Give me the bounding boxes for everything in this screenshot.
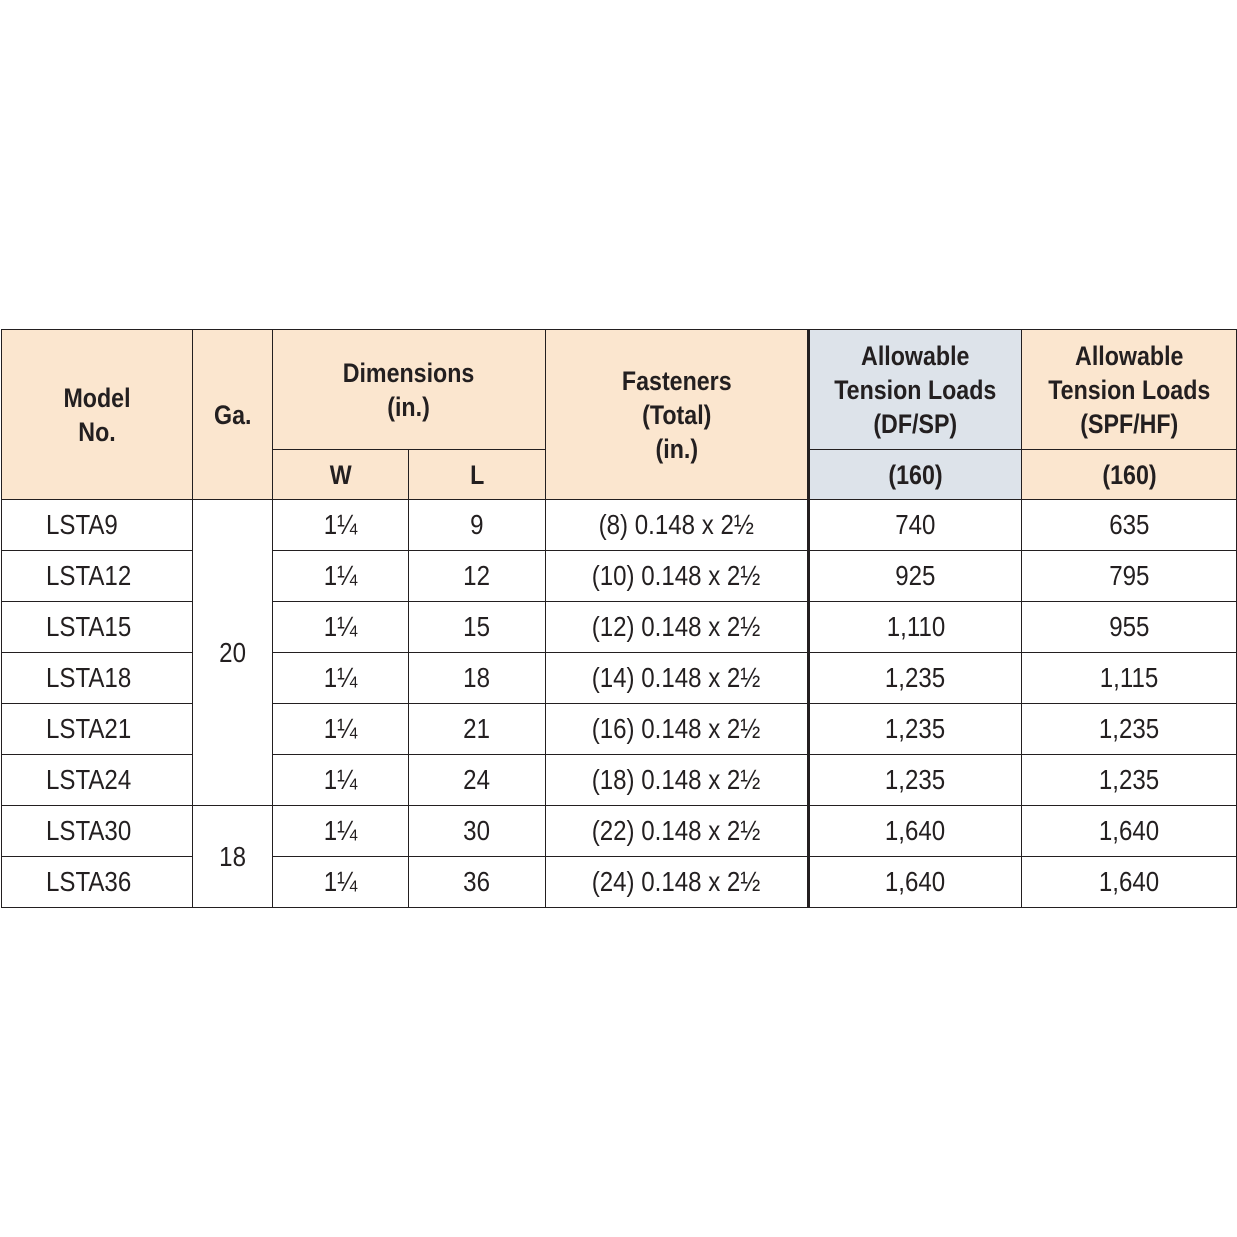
table-row — [2, 551, 1237, 602]
header-model-line1: Model — [63, 382, 131, 413]
table-row — [2, 806, 1237, 857]
cell-model: LSTA9 — [2, 500, 193, 551]
cell-fasteners: (12) 0.148 x 2½ — [546, 602, 809, 653]
header-load-spfhf-sub: (160) — [1022, 450, 1237, 500]
header-ga — [193, 330, 273, 500]
cell-load-spfhf: 955 — [1022, 602, 1237, 653]
cell-fasteners: (10) 0.148 x 2½ — [546, 551, 809, 602]
header-load-dfsp-line2: Tension Loads — [834, 374, 997, 405]
table-row — [2, 653, 1237, 704]
cell-model: LSTA15 — [2, 602, 193, 653]
cell-w: 1¼ — [273, 704, 409, 755]
cell-load-dfsp: 1,235 — [809, 704, 1022, 755]
header-ga-label: Ga. — [213, 399, 252, 430]
spec-table — [1, 329, 1237, 908]
header-model-line2: No. — [78, 416, 116, 447]
cell-l: 21 — [409, 704, 546, 755]
header-fasteners — [546, 330, 809, 500]
header-load-dfsp-line1: Allowable — [861, 340, 970, 371]
cell-fasteners: (8) 0.148 x 2½ — [546, 500, 809, 551]
cell-w: 1¼ — [273, 806, 409, 857]
cell-model: LSTA21 — [2, 704, 193, 755]
cell-load-spfhf: 1,640 — [1022, 806, 1237, 857]
table-row — [2, 500, 1237, 551]
cell-l: 15 — [409, 602, 546, 653]
cell-fasteners: (14) 0.148 x 2½ — [546, 653, 809, 704]
header-dimensions-line2: (in.) — [387, 391, 431, 422]
cell-w: 1¼ — [273, 500, 409, 551]
header-load-dfsp-sub: (160) — [809, 450, 1022, 500]
cell-load-spfhf: 1,640 — [1022, 857, 1237, 908]
cell-l: 12 — [409, 551, 546, 602]
cell-w: 1¼ — [273, 653, 409, 704]
cell-gauge: 20 — [193, 500, 273, 806]
cell-l: 24 — [409, 755, 546, 806]
cell-model: LSTA30 — [2, 806, 193, 857]
header-load-spfhf-line2: Tension Loads — [1047, 374, 1211, 405]
header-dim-l: L — [409, 450, 546, 500]
header-model — [2, 330, 193, 500]
table-row — [2, 602, 1237, 653]
cell-l: 30 — [409, 806, 546, 857]
table-body — [2, 500, 1237, 908]
cell-load-dfsp: 925 — [809, 551, 1022, 602]
cell-l: 36 — [409, 857, 546, 908]
table-row — [2, 857, 1237, 908]
cell-model: LSTA18 — [2, 653, 193, 704]
table-row — [2, 755, 1237, 806]
header-load-spfhf-line1: Allowable — [1074, 340, 1184, 371]
cell-fasteners: (16) 0.148 x 2½ — [546, 704, 809, 755]
table-row — [2, 704, 1237, 755]
header-fasteners-line1: Fasteners — [621, 365, 732, 396]
cell-w: 1¼ — [273, 857, 409, 908]
cell-load-dfsp: 1,640 — [809, 806, 1022, 857]
cell-w: 1¼ — [273, 551, 409, 602]
cell-model: LSTA24 — [2, 755, 193, 806]
header-dim-w: W — [273, 450, 409, 500]
cell-l: 9 — [409, 500, 546, 551]
cell-load-spfhf: 635 — [1022, 500, 1237, 551]
header-dimensions — [273, 330, 546, 450]
cell-load-dfsp: 1,235 — [809, 653, 1022, 704]
cell-fasteners: (24) 0.148 x 2½ — [546, 857, 809, 908]
cell-load-dfsp: 740 — [809, 500, 1022, 551]
cell-model: LSTA36 — [2, 857, 193, 908]
cell-gauge: 18 — [193, 806, 273, 908]
header-dimensions-line1: Dimensions — [343, 357, 475, 388]
cell-load-spfhf: 1,235 — [1022, 704, 1237, 755]
header-load-spfhf-line3: (SPF/HF) — [1079, 408, 1179, 439]
cell-w: 1¼ — [273, 755, 409, 806]
table-header — [2, 330, 1237, 500]
cell-w: 1¼ — [273, 602, 409, 653]
header-load-dfsp-line3: (DF/SP) — [873, 408, 958, 439]
cell-model: LSTA12 — [2, 551, 193, 602]
cell-load-spfhf: 795 — [1022, 551, 1237, 602]
cell-load-spfhf: 1,235 — [1022, 755, 1237, 806]
cell-l: 18 — [409, 653, 546, 704]
header-load-dfsp — [809, 330, 1022, 450]
header-fasteners-line2: (Total) — [641, 399, 712, 430]
cell-fasteners: (18) 0.148 x 2½ — [546, 755, 809, 806]
header-row-main — [2, 330, 1237, 450]
header-fasteners-line3: (in.) — [655, 433, 698, 464]
header-load-spfhf — [1022, 330, 1237, 450]
cell-load-dfsp: 1,640 — [809, 857, 1022, 908]
cell-load-spfhf: 1,115 — [1022, 653, 1237, 704]
cell-load-dfsp: 1,110 — [809, 602, 1022, 653]
cell-fasteners: (22) 0.148 x 2½ — [546, 806, 809, 857]
cell-load-dfsp: 1,235 — [809, 755, 1022, 806]
